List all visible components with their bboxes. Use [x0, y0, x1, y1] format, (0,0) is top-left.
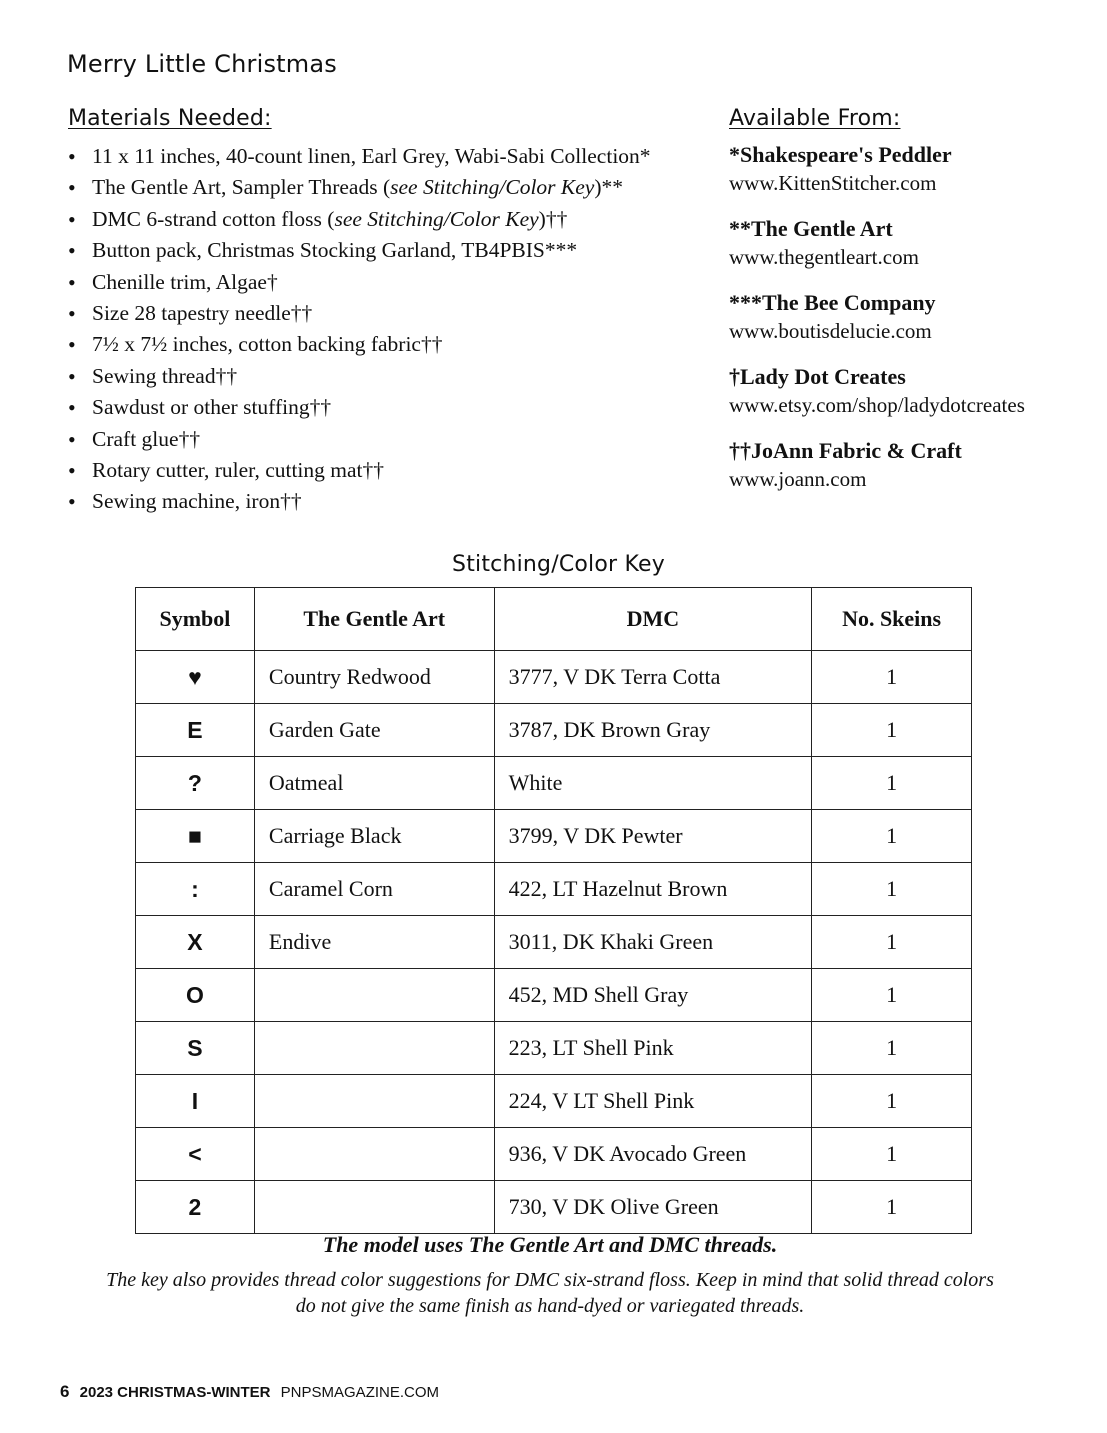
- color-key-body: [136, 651, 972, 1234]
- skeins-cell: 1: [812, 1181, 972, 1234]
- vendor-entry: [729, 289, 1089, 345]
- available-from-heading: Available From:: [729, 106, 901, 131]
- color-key-title: Stitching/Color Key: [452, 552, 665, 577]
- table-row: [136, 1022, 972, 1075]
- table-row: [136, 916, 972, 969]
- vendor-entry: [729, 141, 1089, 197]
- vendor-entry: [729, 363, 1089, 419]
- vendor-list: [729, 141, 1089, 493]
- material-item: • Sewing thread††: [68, 361, 708, 392]
- symbol-cell: S: [136, 1022, 255, 1075]
- gentle-art-cell: [254, 969, 494, 1022]
- material-item: • Chenille trim, Algae†: [68, 267, 708, 298]
- table-row: [136, 969, 972, 1022]
- gentle-art-cell: Endive: [254, 916, 494, 969]
- table-row: [136, 1181, 972, 1234]
- symbol-cell: X: [136, 916, 255, 969]
- symbol-cell: O: [136, 969, 255, 1022]
- dmc-cell: 936, V DK Avocado Green: [494, 1128, 812, 1181]
- dmc-cell: 452, MD Shell Gray: [494, 969, 812, 1022]
- vendor-url: www.KittenStitcher.com: [729, 171, 937, 195]
- vendor-entry: [729, 215, 1089, 271]
- materials-section: [68, 106, 708, 518]
- table-row: [136, 704, 972, 757]
- dmc-cell: 3011, DK Khaki Green: [494, 916, 812, 969]
- table-row: [136, 1075, 972, 1128]
- column-header-gentle-art: The Gentle Art: [254, 588, 494, 651]
- skeins-cell: 1: [812, 1022, 972, 1075]
- magazine-site: PNPSMAGAZINE.COM: [280, 1384, 440, 1401]
- skeins-cell: 1: [812, 916, 972, 969]
- vendor-entry: [729, 437, 1089, 493]
- dmc-cell: 223, LT Shell Pink: [494, 1022, 812, 1075]
- gentle-art-cell: [254, 1181, 494, 1234]
- gentle-art-cell: [254, 1128, 494, 1181]
- page-footer: [60, 1382, 439, 1402]
- skeins-cell: 1: [812, 1075, 972, 1128]
- table-row: [136, 757, 972, 810]
- material-item: • DMC 6-strand cotton floss (see Stitching/Color Key)††: [68, 204, 708, 235]
- material-item: • Craft glue††: [68, 424, 708, 455]
- gentle-art-cell: [254, 1075, 494, 1128]
- dmc-cell: White: [494, 757, 812, 810]
- skeins-cell: 1: [812, 651, 972, 704]
- vendor-name: ***The Bee Company: [729, 290, 936, 315]
- symbol-cell: 2: [136, 1181, 255, 1234]
- vendor-name: ††JoAnn Fabric & Craft: [729, 438, 962, 463]
- material-item: • 7½ x 7½ inches, cotton backing fabric††: [68, 329, 708, 360]
- model-note: The model uses The Gentle Art and DMC threads.: [322, 1232, 778, 1257]
- page-number: 6: [60, 1382, 70, 1401]
- vendor-url: www.boutisdelucie.com: [729, 319, 932, 343]
- symbol-cell: E: [136, 704, 255, 757]
- gentle-art-cell: Caramel Corn: [254, 863, 494, 916]
- material-item: • Rotary cutter, ruler, cutting mat††: [68, 455, 708, 486]
- color-key-table: [135, 587, 972, 1234]
- page-title: Merry Little Christmas: [67, 50, 337, 78]
- dmc-cell: 224, V LT Shell Pink: [494, 1075, 812, 1128]
- key-note: The key also provides thread color suggestions for DMC six-strand floss. Keep in mind that solid thread colors do not give the same finish as hand-dyed or variegated threads.: [106, 1269, 994, 1317]
- skeins-cell: 1: [812, 757, 972, 810]
- column-header-dmc: DMC: [494, 588, 812, 651]
- material-item: • Size 28 tapestry needle††: [68, 298, 708, 329]
- material-item: • Sewing machine, iron††: [68, 486, 708, 517]
- dmc-cell: 3777, V DK Terra Cotta: [494, 651, 812, 704]
- symbol-cell: I: [136, 1075, 255, 1128]
- skeins-cell: 1: [812, 704, 972, 757]
- materials-list: [68, 141, 708, 518]
- table-row: [136, 810, 972, 863]
- skeins-cell: 1: [812, 1128, 972, 1181]
- skeins-cell: 1: [812, 969, 972, 1022]
- gentle-art-cell: Carriage Black: [254, 810, 494, 863]
- symbol-cell: <: [136, 1128, 255, 1181]
- dmc-cell: 3799, V DK Pewter: [494, 810, 812, 863]
- dmc-cell: 730, V DK Olive Green: [494, 1181, 812, 1234]
- vendor-url: www.thegentleart.com: [729, 245, 919, 269]
- symbol-cell: ♥: [136, 651, 255, 704]
- column-header-skeins: No. Skeins: [812, 588, 972, 651]
- table-row: [136, 863, 972, 916]
- symbol-cell: ?: [136, 757, 255, 810]
- vendor-name: **The Gentle Art: [729, 216, 893, 241]
- available-from-section: [729, 106, 1089, 511]
- material-item: • Button pack, Christmas Stocking Garland, TB4PBIS***: [68, 235, 708, 266]
- material-item: • Sawdust or other stuffing††: [68, 392, 708, 423]
- dmc-cell: 3787, DK Brown Gray: [494, 704, 812, 757]
- table-row: [136, 1128, 972, 1181]
- table-row: [136, 651, 972, 704]
- table-header-row: [136, 588, 972, 651]
- gentle-art-cell: Oatmeal: [254, 757, 494, 810]
- symbol-cell: ■: [136, 810, 255, 863]
- skeins-cell: 1: [812, 863, 972, 916]
- gentle-art-cell: Garden Gate: [254, 704, 494, 757]
- material-item: • The Gentle Art, Sampler Threads (see Stitching/Color Key)**: [68, 172, 708, 203]
- skeins-cell: 1: [812, 810, 972, 863]
- column-header-symbol: Symbol: [136, 588, 255, 651]
- vendor-url: www.joann.com: [729, 467, 867, 491]
- symbol-cell: :: [136, 863, 255, 916]
- issue-label: 2023 CHRISTMAS-WINTER: [79, 1384, 271, 1401]
- gentle-art-cell: Country Redwood: [254, 651, 494, 704]
- material-item: • 11 x 11 inches, 40-count linen, Earl Grey, Wabi-Sabi Collection*: [68, 141, 708, 172]
- materials-heading: Materials Needed:: [68, 106, 272, 131]
- gentle-art-cell: [254, 1022, 494, 1075]
- vendor-url: www.etsy.com/shop/ladydotcreates: [729, 393, 1025, 417]
- dmc-cell: 422, LT Hazelnut Brown: [494, 863, 812, 916]
- vendor-name: †Lady Dot Creates: [729, 364, 906, 389]
- vendor-name: *Shakespeare's Peddler: [729, 142, 952, 167]
